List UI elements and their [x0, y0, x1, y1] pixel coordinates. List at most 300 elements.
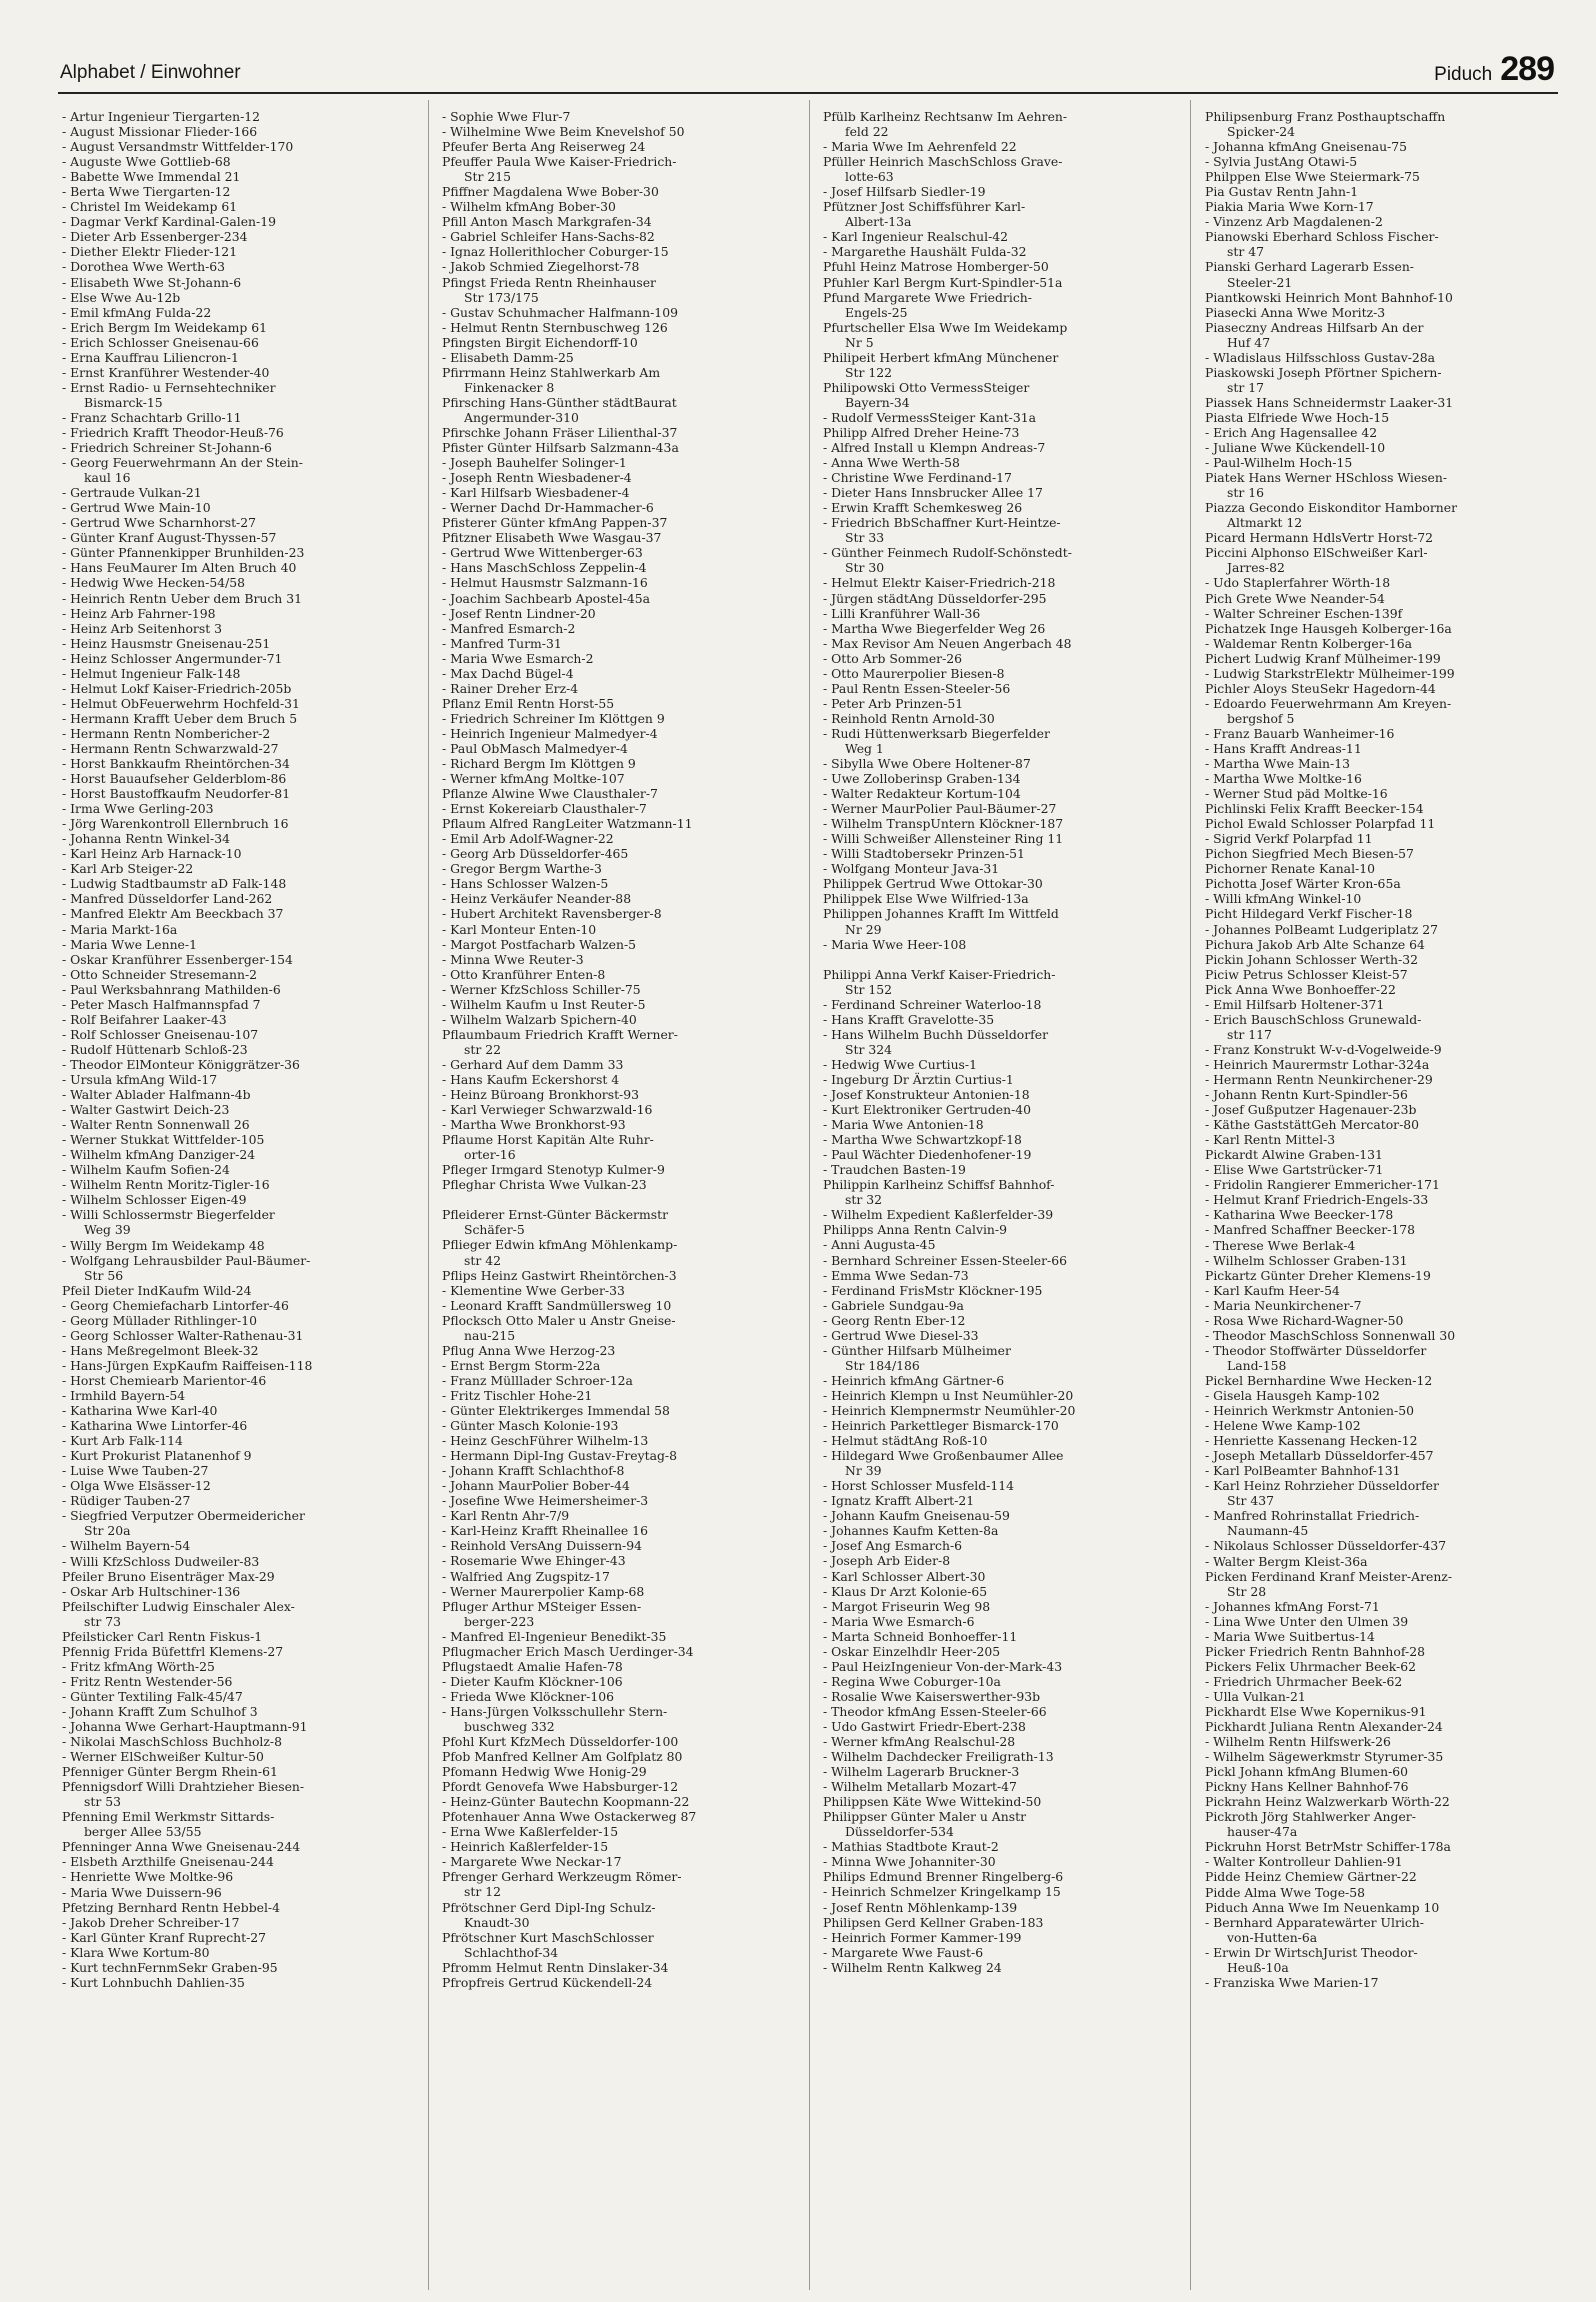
directory-entry-line: - Theodor kfmAng Essen-Steeler-66: [823, 1703, 1047, 1719]
directory-entry-line: Pfennigsdorf Willi Drahtzieher Biesen-: [62, 1779, 305, 1795]
directory-entry-line: - Wilhelm Kaufm Sofien-24: [62, 1162, 230, 1178]
directory-entry-line: - Georg Chemiefacharb Lintorfer-46: [62, 1297, 289, 1313]
directory-entry-line: - Hildegard Wwe Großenbaumer Allee: [823, 1448, 1064, 1464]
directory-entry-line: orter-16: [464, 1147, 516, 1163]
directory-entry-line: - Johann Krafft Schlachthof-8: [442, 1463, 625, 1479]
directory-entry-line: Piaseczny Andreas Hilfsarb An der: [1205, 319, 1424, 335]
directory-entry-line: [442, 1192, 812, 1207]
directory-entry-line: Pflaume Horst Kapitän Alte Ruhr-: [442, 1132, 654, 1148]
directory-entry-line: berger-223: [464, 1613, 535, 1629]
header-rule: [58, 92, 1558, 94]
directory-entry-line: - Fritz Tischler Hohe-21: [442, 1387, 593, 1403]
directory-entry-line: Pianowski Eberhard Schloss Fischer-: [1205, 229, 1439, 245]
directory-entry-line: - Helmut ObFeuerwehrm Hochfeld-31: [62, 695, 300, 711]
directory-entry-line: - Nikolai MaschSchloss Buchholz-8: [62, 1734, 282, 1750]
directory-entry-line: - Katharina Wwe Lintorfer-46: [62, 1418, 248, 1434]
directory-entry-line: - Friedrich BbSchaffner Kurt-Heintze-: [823, 515, 1061, 531]
directory-entry-line: - Rüdiger Tauben-27: [62, 1493, 191, 1509]
directory-entry-line: Str 28: [1227, 1583, 1267, 1599]
directory-entry-line: Pickardt Alwine Graben-131: [1205, 1147, 1383, 1163]
directory-entry-line: Engels-25: [845, 304, 908, 320]
directory-entry-line: - Rolf Schlosser Gneisenau-107: [62, 1026, 259, 1042]
directory-entry-line: - Lina Wwe Unter den Ulmen 39: [1205, 1613, 1409, 1629]
directory-entry-line: - Gertraude Vulkan-21: [62, 485, 202, 501]
directory-entry-line: Str 20a: [84, 1523, 131, 1539]
directory-entry-line: Pickruhn Horst BetrMstr Schiffer-178a: [1205, 1839, 1451, 1855]
directory-entry-line: - Helmut Ingenieur Falk-148: [62, 665, 241, 681]
directory-entry-line: - Hermann Krafft Ueber dem Bruch 5: [62, 710, 298, 726]
directory-entry-line: Pflanze Alwine Wwe Clausthaler-7: [442, 786, 658, 802]
directory-entry-line: - Traudchen Basten-19: [823, 1162, 966, 1178]
directory-entry-line: - Ernst Kokereiarb Clausthaler-7: [442, 801, 647, 817]
directory-entry-line: Pfirrmann Heinz Stahlwerkarb Am: [442, 364, 661, 380]
directory-entry-line: Pfill Anton Masch Markgrafen-34: [442, 214, 652, 230]
directory-entry-line: - Siegfried Verputzer Obermeidericher: [62, 1508, 305, 1524]
directory-entry-line: - Helmut Rentn Sternbuschweg 126: [442, 319, 668, 335]
directory-entry-line: - Nikolaus Schlosser Düsseldorfer-437: [1205, 1538, 1447, 1554]
directory-entry-line: Pichatzek Inge Hausgeh Kolberger-16a: [1205, 620, 1452, 636]
directory-entry-line: - Gertrud Wwe Diesel-33: [823, 1327, 979, 1343]
directory-entry-line: Philipps Anna Rentn Calvin-9: [823, 1222, 1007, 1238]
directory-entry-line: - Margarethe Haushält Fulda-32: [823, 244, 1027, 260]
directory-entry-line: - Willi Stadtobersekr Prinzen-51: [823, 846, 1025, 862]
directory-entry-line: - Helmut Elektr Kaiser-Friedrich-218: [823, 575, 1056, 591]
directory-entry-line: - Karl Hilfsarb Wiesbadener-4: [442, 485, 630, 501]
directory-entry-line: - Uwe Zolloberinsp Graben-134: [823, 771, 1021, 787]
directory-entry-line: Pfuhler Karl Bergm Kurt-Spindler-51a: [823, 274, 1063, 290]
directory-entry-line: - Johannes kfmAng Forst-71: [1205, 1598, 1380, 1614]
directory-entry-line: - Maria Neunkirchener-7: [1205, 1297, 1362, 1313]
directory-entry-line: Pichotta Josef Wärter Kron-65a: [1205, 876, 1401, 892]
directory-entry-line: - Hermann Rentn Schwarzwald-27: [62, 740, 279, 756]
directory-entry-line: Pickny Hans Kellner Bahnhof-76: [1205, 1779, 1409, 1795]
directory-entry-line: - Margarete Wwe Neckar-17: [442, 1854, 622, 1870]
directory-entry-line: Pidde Heinz Chemiew Gärtner-22: [1205, 1869, 1417, 1885]
directory-entry-line: - Helmut Lokf Kaiser-Friedrich-205b: [62, 680, 292, 696]
directory-entry-line: - Hans-Jürgen Volksschullehr Stern-: [442, 1703, 668, 1719]
directory-entry-line: - Kurt Elektroniker Gertruden-40: [823, 1102, 1032, 1118]
directory-entry-line: - Karl Rentn Mittel-3: [1205, 1132, 1336, 1148]
directory-entry-line: str 17: [1227, 379, 1264, 395]
directory-entry-line: - Karl Kaufm Heer-54: [1205, 1282, 1340, 1298]
directory-entry-line: - Wilhelm Schlosser Graben-131: [1205, 1252, 1408, 1268]
directory-entry-line: - Ludwig StarkstrElektr Mülheimer-199: [1205, 665, 1455, 681]
directory-entry-line: Pfleghar Christa Wwe Vulkan-23: [442, 1177, 647, 1193]
directory-entry-line: - Erich Bergm Im Weidekamp 61: [62, 319, 268, 335]
directory-entry-line: Pfromm Helmut Rentn Dinslaker-34: [442, 1959, 669, 1975]
directory-entry-line: str 53: [84, 1794, 121, 1810]
directory-entry-line: lotte-63: [845, 169, 894, 185]
directory-entry-line: - Franz Konstrukt W-v-d-Vogelweide-9: [1205, 1041, 1442, 1057]
directory-entry-line: Land-158: [1227, 1357, 1287, 1373]
directory-entry-line: - Gertrud Wwe Scharnhorst-27: [62, 515, 256, 531]
directory-entry-line: - Heinz GeschFührer Wilhelm-13: [442, 1433, 649, 1449]
directory-entry-line: - Ulla Vulkan-21: [1205, 1688, 1306, 1704]
directory-entry-line: - Willi KfzSchloss Dudweiler-83: [62, 1553, 260, 1569]
page-header-right: [1434, 50, 1554, 89]
directory-entry-line: - Kurt technFernmSekr Graben-95: [62, 1959, 278, 1975]
directory-entry-line: - Maria Wwe Antonien-18: [823, 1117, 984, 1133]
directory-entry-line: - Werner Stukkat Wittfelder-105: [62, 1132, 265, 1148]
directory-entry-line: str 42: [464, 1252, 501, 1268]
directory-entry-line: - Mathias Stadtbote Kraut-2: [823, 1839, 999, 1855]
directory-entry-line: - Karl Arb Steiger-22: [62, 861, 194, 877]
directory-entry-line: - Johanna Rentn Winkel-34: [62, 831, 230, 847]
directory-entry-line: - Franziska Wwe Marien-17: [1205, 1974, 1379, 1990]
directory-entry-line: - Fritz kfmAng Wörth-25: [62, 1658, 215, 1674]
directory-entry-line: - Leonard Krafft Sandmüllersweg 10: [442, 1297, 672, 1313]
directory-entry-line: - Reinhold Rentn Arnold-30: [823, 710, 995, 726]
directory-entry-line: - Heinrich Klempn u Inst Neumühler-20: [823, 1387, 1074, 1403]
directory-entry-line: - Sigrid Verkf Polarpfad 11: [1205, 831, 1373, 847]
directory-entry-line: Piasta Elfriede Wwe Hoch-15: [1205, 409, 1390, 425]
directory-entry-line: Pfomann Hedwig Wwe Honig-29: [442, 1764, 647, 1780]
directory-entry-line: - Heinrich Maurermstr Lothar-324a: [1205, 1056, 1430, 1072]
directory-entry-line: - Martha Wwe Main-13: [1205, 756, 1350, 772]
directory-entry-line: Pfeufer Berta Ang Reiserweg 24: [442, 139, 646, 155]
directory-entry-line: - Auguste Wwe Gottlieb-68: [62, 154, 231, 170]
directory-entry-line: Pfenning Emil Werkmstr Sittards-: [62, 1809, 275, 1825]
directory-entry-line: - Gertrud Wwe Wittenberger-63: [442, 545, 643, 561]
directory-entry-line: Philipsenburg Franz Posthauptschaffn: [1205, 109, 1446, 124]
directory-entry-line: - Wilhelm Bayern-54: [62, 1538, 191, 1554]
directory-entry-line: - Heinrich kfmAng Gärtner-6: [823, 1372, 1005, 1388]
directory-entry-line: Pfenniger Günter Bergm Rhein-61: [62, 1764, 278, 1780]
directory-entry-line: Philippek Gertrud Wwe Ottokar-30: [823, 876, 1043, 892]
directory-entry-line: - Wilhelm kfmAng Bober-30: [442, 199, 616, 215]
directory-entry-line: - Franz Bauarb Wanheimer-16: [1205, 725, 1395, 741]
directory-entry-line: Weg 39: [84, 1222, 131, 1238]
directory-entry-line: str 73: [84, 1613, 121, 1629]
directory-entry-line: - Joseph Bauhelfer Solinger-1: [442, 455, 627, 471]
directory-entry-line: Pflaum Alfred RangLeiter Watzmann-11: [442, 816, 693, 832]
directory-entry-line: Pfeiler Bruno Eisenträger Max-29: [62, 1568, 275, 1584]
directory-entry-line: - Otto Arb Sommer-26: [823, 650, 963, 666]
directory-entry-line: Philippen Johannes Krafft Im Wittfeld: [823, 906, 1059, 922]
directory-entry-line: - Hans Kaufm Eckershorst 4: [442, 1072, 620, 1087]
directory-entry-line: - Hans-Jürgen ExpKaufm Raiffeisen-118: [62, 1357, 313, 1373]
directory-entry-line: Pia Gustav Rentn Jahn-1: [1205, 184, 1359, 200]
directory-entry-line: Pfitzner Elisabeth Wwe Wasgau-37: [442, 530, 662, 546]
directory-entry-line: - Otto Schneider Stresemann-2: [62, 966, 258, 982]
directory-entry-line: - Irmhild Bayern-54: [62, 1387, 186, 1403]
directory-entry-line: Str 33: [845, 530, 885, 546]
directory-entry-line: - Gerhard Auf dem Damm 33: [442, 1056, 624, 1072]
directory-entry-line: - Paul Werksbahnrang Mathilden-6: [62, 981, 281, 997]
directory-entry-line: - Josef Rentn Möhlenkamp-139: [823, 1899, 1018, 1915]
directory-entry-line: Pfeuffer Paula Wwe Kaiser-Friedrich-: [442, 154, 677, 170]
directory-entry-line: Piazza Gecondo Eiskonditor Hamborner: [1205, 500, 1458, 516]
directory-entry-line: - Martha Wwe Moltke-16: [1205, 771, 1362, 787]
directory-entry-line: - Dieter Kaufm Klöckner-106: [442, 1673, 623, 1689]
directory-entry-line: Pidde Alma Wwe Toge-58: [1205, 1884, 1366, 1900]
directory-entry-line: - Else Wwe Au-12b: [62, 289, 181, 305]
directory-entry-line: - Heinrich Ingenieur Malmedyer-4: [442, 725, 658, 741]
directory-entry-line: bergshof 5: [1227, 710, 1295, 726]
directory-entry-line: Pickhardt Else Wwe Kopernikus-91: [1205, 1703, 1427, 1719]
directory-entry-line: Pfeilschifter Ludwig Einschaler Alex-: [62, 1598, 295, 1614]
directory-entry-line: Str 437: [1227, 1493, 1274, 1509]
directory-entry-line: - Manfred Esmarch-2: [442, 620, 576, 636]
directory-entry-line: - Georg Müllader Rithlinger-10: [62, 1312, 258, 1328]
directory-entry-line: Huf 47: [1227, 334, 1271, 350]
directory-entry-line: Pichert Ludwig Kranf Mülheimer-199: [1205, 650, 1441, 666]
directory-entry-line: Pfülb Karlheinz Rechtsanw Im Aehren-: [823, 109, 1068, 124]
directory-entry-line: - Georg Feuerwehrmann An der Stein-: [62, 455, 303, 471]
directory-entry-line: - Heinz Verkäufer Neander-88: [442, 891, 632, 907]
directory-entry-line: - Johannes PolBeamt Ludgeriplatz 27: [1205, 921, 1439, 937]
directory-entry-line: - Joseph Arb Eider-8: [823, 1553, 951, 1569]
directory-entry-line: Piatek Hans Werner HSchloss Wiesen-: [1205, 470, 1448, 486]
directory-entry-line: - Fritz Rentn Westender-56: [62, 1673, 233, 1689]
directory-entry-line: Pich Grete Wwe Neander-54: [1205, 590, 1385, 606]
directory-entry-line: - Regina Wwe Coburger-10a: [823, 1673, 1001, 1689]
directory-entry-line: - Johann Krafft Zum Schulhof 3: [62, 1703, 258, 1719]
directory-entry-line: - Margarete Wwe Faust-6: [823, 1944, 984, 1960]
directory-entry-line: Finkenacker 8: [464, 379, 555, 395]
directory-entry-line: - Otto Maurerpolier Biesen-8: [823, 665, 1005, 681]
directory-entry-line: Pflieger Edwin kfmAng Möhlenkamp-: [442, 1237, 678, 1253]
directory-entry-line: - Jakob Schmied Ziegelhorst-78: [442, 259, 640, 275]
directory-entry-line: - Maria Wwe Duissern-96: [62, 1884, 222, 1900]
directory-entry-line: Pfingst Frieda Rentn Rheinhauser: [442, 274, 656, 290]
directory-entry-line: - Otto Kranführer Enten-8: [442, 966, 606, 982]
directory-entry-line: - Josef Ang Esmarch-6: [823, 1538, 963, 1554]
directory-entry-line: Picard Hermann HdlsVertr Horst-72: [1205, 530, 1433, 546]
directory-entry-line: hauser-47a: [1227, 1824, 1298, 1840]
directory-entry-line: - Hermann Rentn Neunkirchener-29: [1205, 1072, 1433, 1087]
directory-entry-line: - Wilhelm kfmAng Danziger-24: [62, 1147, 256, 1163]
directory-entry-line: - Ignatz Krafft Albert-21: [823, 1493, 975, 1509]
directory-entry-line: - Willi Schweißer Allensteiner Ring 11: [823, 831, 1064, 847]
directory-entry-line: - Manfred Turm-31: [442, 635, 562, 651]
directory-entry-line: Pfenninger Anna Wwe Gneisenau-244: [62, 1839, 301, 1855]
directory-entry-line: - Jürgen städtAng Düsseldorfer-295: [823, 590, 1047, 606]
directory-entry-line: - Horst Schlosser Musfeld-114: [823, 1478, 1015, 1494]
directory-entry-line: - Werner Maurerpolier Kamp-68: [442, 1583, 645, 1599]
directory-entry-line: Pfleger Irmgard Stenotyp Kulmer-9: [442, 1162, 665, 1178]
directory-entry-line: - Erwin Krafft Schemkesweg 26: [823, 500, 1023, 516]
directory-entry-line: Pickartz Günter Dreher Klemens-19: [1205, 1267, 1431, 1283]
directory-entry-line: Pfordt Genovefa Wwe Habsburger-12: [442, 1779, 679, 1795]
directory-entry-line: - Vinzenz Arb Magdalenen-2: [1205, 214, 1383, 230]
directory-entry-line: - Theodor MaschSchloss Sonnenwall 30: [1205, 1327, 1456, 1343]
directory-entry-line: - Wilhelm Rentn Kalkweg 24: [823, 1959, 1002, 1975]
directory-entry-line: Schlachthof-34: [464, 1944, 559, 1960]
directory-entry-line: - Margot Postfacharb Walzen-5: [442, 936, 637, 952]
directory-entry-line: - Franz Mülllader Schroer-12a: [442, 1372, 633, 1388]
directory-entry-line: - Emil Hilfsarb Holtener-371: [1205, 996, 1385, 1012]
directory-entry-line: - Peter Masch Halfmannspfad 7: [62, 996, 261, 1012]
directory-entry-line: - Wilhelm Expedient Kaßlerfelder-39: [823, 1207, 1054, 1223]
directory-entry-line: - Erna Wwe Kaßlerfelder-15: [442, 1824, 619, 1840]
directory-entry-line: - Hermann Dipl-Ing Gustav-Freytag-8: [442, 1448, 677, 1464]
directory-entry-line: Pickl Johann kfmAng Blumen-60: [1205, 1764, 1409, 1780]
directory-entry-line: Spicker-24: [1227, 124, 1296, 140]
directory-entry-line: - Emil Arb Adolf-Wagner-22: [442, 831, 614, 847]
directory-entry-line: - Kurt Prokurist Platanenhof 9: [62, 1448, 252, 1464]
directory-entry-line: - Maria Wwe Suitbertus-14: [1205, 1628, 1375, 1644]
directory-entry-line: - Heinrich Schmelzer Kringelkamp 15: [823, 1884, 1061, 1900]
directory-entry-line: - Katharina Wwe Beecker-178: [1205, 1207, 1394, 1223]
directory-entry-line: - Ernst Radio- u Fernsehtechniker: [62, 379, 276, 395]
directory-entry-line: Pfuhl Heinz Matrose Homberger-50: [823, 259, 1049, 275]
directory-entry-line: feld 22: [845, 124, 889, 140]
directory-entry-line: [823, 952, 1193, 967]
directory-entry-line: - Jakob Dreher Schreiber-17: [62, 1914, 240, 1930]
directory-entry-line: Piciw Petrus Schlosser Kleist-57: [1205, 966, 1408, 982]
directory-entry-line: - Walter Gastwirt Deich-23: [62, 1102, 230, 1118]
directory-entry-line: - Werner KfzSchloss Schiller-75: [442, 981, 641, 997]
directory-entry-line: - Wolfgang Monteur Java-31: [823, 861, 1000, 877]
directory-entry-line: Düsseldorfer-534: [845, 1824, 954, 1840]
directory-entry-line: - Ludwig Stadtbaumstr aD Falk-148: [62, 876, 287, 892]
directory-entry-line: Pfropfreis Gertrud Kückendell-24: [442, 1974, 653, 1990]
directory-entry-line: - Walter Rentn Sonnenwall 26: [62, 1117, 250, 1133]
directory-entry-line: Pfluger Arthur MSteiger Essen-: [442, 1598, 642, 1614]
directory-entry-line: - Dieter Hans Innsbrucker Allee 17: [823, 485, 1043, 501]
directory-entry-line: - Frieda Wwe Klöckner-106: [442, 1688, 615, 1704]
directory-entry-line: - Franz Schachtarb Grillo-11: [62, 409, 242, 425]
directory-entry-line: str 16: [1227, 485, 1264, 501]
directory-entry-line: - Martha Wwe Biegerfelder Weg 26: [823, 620, 1046, 636]
directory-entry-line: Str 30: [845, 560, 885, 576]
directory-entry-line: - Oskar Kranführer Essenberger-154: [62, 951, 293, 967]
directory-entry-line: - Ferdinand FrisMstr Klöckner-195: [823, 1282, 1043, 1298]
directory-entry-line: Bismarck-15: [84, 394, 163, 410]
directory-entry-line: str 47: [1227, 244, 1264, 260]
directory-entry-line: - Friedrich Schreiner Im Klöttgen 9: [442, 710, 665, 726]
directory-entry-line: str 12: [464, 1884, 501, 1900]
directory-entry-line: Philipp Alfred Dreher Heine-73: [823, 424, 1020, 440]
directory-entry-line: - Paul HeizIngenieur Von-der-Mark-43: [823, 1658, 1063, 1674]
directory-entry-line: - Hans Schlosser Walzen-5: [442, 876, 609, 892]
directory-entry-line: Steeler-21: [1227, 274, 1293, 290]
directory-entry-line: - Hans Wilhelm Buchh Düsseldorfer: [823, 1026, 1049, 1042]
directory-entry-line: - Manfred Schaffner Beecker-178: [1205, 1222, 1415, 1238]
directory-entry-line: - Günter Masch Kolonie-193: [442, 1418, 619, 1434]
directory-entry-line: - Heinrich Kaßlerfelder-15: [442, 1839, 609, 1855]
directory-entry-line: - Helmut städtAng Roß-10: [823, 1433, 988, 1449]
directory-entry-line: - Walter Redakteur Kortum-104: [823, 786, 1021, 802]
directory-entry-line: buschweg 332: [464, 1718, 555, 1734]
directory-entry-line: - Helmut Hausmstr Salzmann-16: [442, 575, 648, 591]
directory-entry-line: - Paul Wächter Diedenhofener-19: [823, 1147, 1032, 1163]
directory-entry-line: str 22: [464, 1041, 501, 1057]
directory-entry-line: - Wilhelm Lagerarb Bruckner-3: [823, 1764, 1020, 1780]
directory-entry-line: - Karl Rentn Ahr-7/9: [442, 1508, 570, 1524]
directory-entry-line: - Max Dachd Bügel-4: [442, 665, 574, 681]
directory-entry-line: Pflugstaedt Amalie Hafen-78: [442, 1658, 623, 1674]
directory-entry-line: - Max Revisor Am Neuen Angerbach 48: [823, 635, 1072, 651]
directory-entry-line: - Joseph Rentn Wiesbadener-4: [442, 470, 632, 486]
directory-entry-line: - Walter Ablader Halfmann-4b: [62, 1087, 251, 1103]
directory-entry-line: - Georg Schlosser Walter-Rathenau-31: [62, 1327, 304, 1343]
directory-entry-line: - Josef Rentn Lindner-20: [442, 605, 596, 621]
directory-entry-line: - Sylvia JustAng Otawi-5: [1205, 154, 1358, 170]
directory-entry-line: - Sibylla Wwe Obere Holtener-87: [823, 756, 1031, 772]
directory-entry-line: Pfiffner Magdalena Wwe Bober-30: [442, 184, 659, 200]
directory-entry-line: Pianski Gerhard Lagerarb Essen-: [1205, 259, 1414, 275]
directory-entry-line: - Günter Elektrikerges Immendal 58: [442, 1402, 670, 1418]
directory-entry-line: - Karl PolBeamter Bahnhof-131: [1205, 1463, 1401, 1479]
directory-entry-line: - Willi kfmAng Winkel-10: [1205, 891, 1362, 907]
directory-entry-line: Philippek Else Wwe Wilfried-13a: [823, 891, 1029, 907]
directory-entry-line: Philippsen Käte Wwe Wittekind-50: [823, 1794, 1042, 1810]
directory-entry-line: Pfeilsticker Carl Rentn Fiskus-1: [62, 1628, 263, 1644]
directory-entry-line: Piaskowski Joseph Pförtner Spichern-: [1205, 364, 1442, 380]
directory-entry-line: - Hedwig Wwe Curtius-1: [823, 1056, 977, 1072]
directory-entry-line: Piassek Hans Schneidermstr Laaker-31: [1205, 394, 1454, 410]
directory-entry-line: Piasecki Anna Wwe Moritz-3: [1205, 304, 1386, 320]
directory-entry-line: - Wilhelm Walzarb Spichern-40: [442, 1011, 637, 1027]
column-4: [1205, 109, 1560, 2289]
directory-entry-line: - Martha Wwe Bronkhorst-93: [442, 1117, 626, 1133]
directory-entry-line: Jarres-82: [1227, 560, 1285, 576]
directory-entry-line: - Wladislaus Hilfsschloss Gustav-28a: [1205, 349, 1436, 365]
directory-entry-line: - Günther Hilfsarb Mülheimer: [823, 1342, 1011, 1358]
directory-entry-line: - Erich BauschSchloss Grunewald-: [1205, 1011, 1422, 1027]
directory-entry-line: Nr 5: [845, 334, 874, 350]
directory-entry-line: - Wilhelm Sägewerkmstr Styrumer-35: [1205, 1749, 1444, 1765]
directory-entry-line: - Martha Wwe Schwartzkopf-18: [823, 1132, 1022, 1148]
directory-entry-line: - Walter Schreiner Eschen-139f: [1205, 605, 1403, 621]
directory-entry-line: - Hans Krafft Andreas-11: [1205, 740, 1362, 756]
directory-entry-line: - Christine Wwe Ferdinand-17: [823, 470, 1012, 486]
directory-entry-line: - Bernhard Apparatewärter Ulrich-: [1205, 1914, 1424, 1930]
directory-entry-line: Nr 29: [845, 921, 882, 937]
directory-entry-line: - Kurt Lohnbuchh Dahlien-35: [62, 1974, 245, 1990]
directory-entry-line: - Hans Meßregelmont Bleek-32: [62, 1342, 259, 1358]
directory-entry-line: - Heinrich Klempnermstr Neumühler-20: [823, 1402, 1076, 1418]
directory-entry-line: - Henriette Kassenang Hecken-12: [1205, 1433, 1418, 1449]
directory-entry-line: - Johann Kaufm Gneisenau-59: [823, 1508, 1010, 1524]
directory-entry-line: - Manfred Elektr Am Beeckbach 37: [62, 906, 284, 922]
directory-entry-line: - Alfred Install u Klempn Andreas-7: [823, 440, 1046, 456]
directory-entry-line: - Gabriele Sundgau-9a: [823, 1297, 964, 1313]
directory-entry-line: Pickroth Jörg Stahlwerker Anger-: [1205, 1809, 1416, 1825]
directory-entry-line: Str 122: [845, 364, 892, 380]
directory-entry-line: - Helmut Kranf Friedrich-Engels-33: [1205, 1192, 1429, 1208]
directory-entry-line: Nr 39: [845, 1463, 882, 1479]
directory-entry-line: - Dagmar Verkf Kardinal-Galen-19: [62, 214, 276, 230]
directory-entry-line: - Werner ElSchweißer Kultur-50: [62, 1749, 264, 1765]
directory-entry-line: Pickers Felix Uhrmacher Beek-62: [1205, 1658, 1417, 1674]
directory-entry-line: - Willi Schlossermstr Biegerfelder: [62, 1207, 275, 1223]
directory-entry-line: Heuß-10a: [1227, 1959, 1289, 1975]
directory-entry-line: Pfisterer Günter kfmAng Pappen-37: [442, 515, 668, 531]
directory-entry-line: - Rudolf VermessSteiger Kant-31a: [823, 409, 1037, 425]
directory-entry-line: - Horst Chemiearb Marientor-46: [62, 1372, 267, 1388]
directory-entry-line: - Dieter Arb Essenberger-234: [62, 229, 248, 245]
directory-entry-line: - Erwin Dr WirtschJurist Theodor-: [1205, 1944, 1418, 1960]
directory-entry-line: - Rosa Wwe Richard-Wagner-50: [1205, 1312, 1404, 1328]
directory-entry-line: - Ernst Bergm Storm-22a: [442, 1357, 601, 1373]
directory-entry-line: - Wilhelm Schlosser Eigen-49: [62, 1192, 247, 1208]
directory-entry-line: - Ernst Kranführer Westender-40: [62, 364, 270, 380]
directory-entry-line: - Ignaz Hollerithlocher Coburger-15: [442, 244, 669, 260]
directory-entry-line: - Wilhelm TranspUntern Klöckner-187: [823, 816, 1064, 832]
directory-entry-line: Pickhardt Juliana Rentn Alexander-24: [1205, 1719, 1443, 1735]
directory-entry-line: Pfirschke Johann Fräser Lilienthal-37: [442, 424, 678, 440]
directory-entry-line: - Klementine Wwe Gerber-33: [442, 1282, 625, 1298]
directory-entry-line: - Manfred Rohrinstallat Friedrich-: [1205, 1508, 1420, 1524]
directory-entry-line: - Gabriel Schleifer Hans-Sachs-82: [442, 229, 655, 245]
directory-entry-line: - Minna Wwe Johanniter-30: [823, 1854, 996, 1870]
directory-entry-line: Pfützner Jost Schiffsführer Karl-: [823, 199, 1026, 215]
directory-entry-line: Pfob Manfred Kellner Am Golfplatz 80: [442, 1749, 683, 1765]
directory-entry-line: Pfister Günter Hilfsarb Salzmann-43a: [442, 440, 679, 456]
